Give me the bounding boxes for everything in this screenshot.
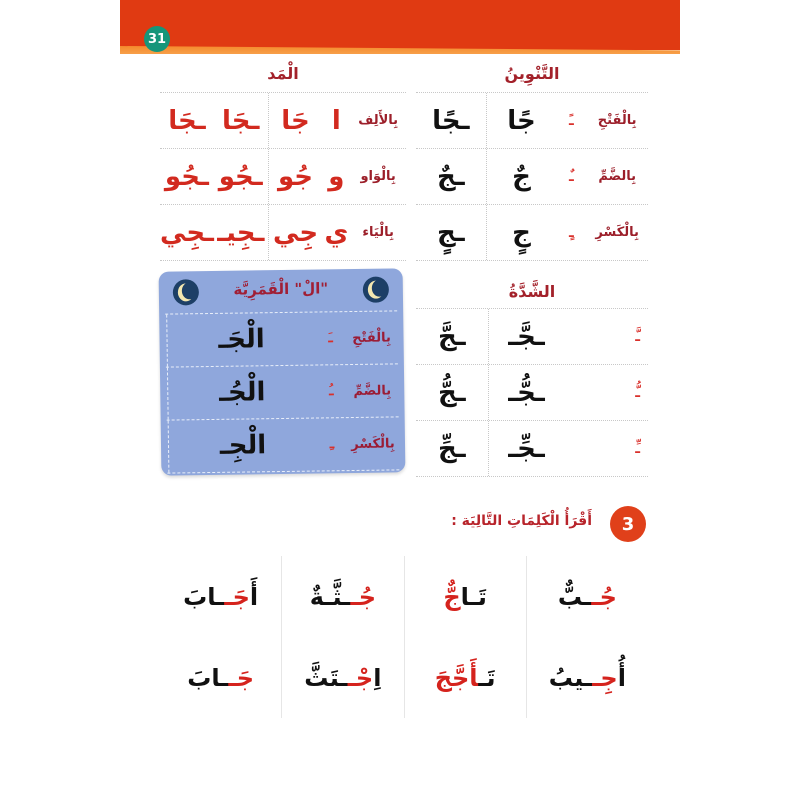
row-label: بِالْكَسْرِ bbox=[595, 225, 639, 240]
letter-form bbox=[416, 93, 486, 148]
word bbox=[304, 664, 381, 692]
madd-row bbox=[160, 204, 406, 261]
letter-form: ـجِّـ bbox=[488, 421, 565, 476]
madd-table bbox=[160, 92, 406, 261]
tanween-title: التَّنْوِينُ bbox=[504, 64, 560, 83]
word-prefix: تَـا bbox=[460, 582, 487, 611]
letter-form: ـجٌ bbox=[437, 161, 465, 192]
words-column bbox=[160, 556, 281, 718]
word-prefix: اِ bbox=[373, 663, 382, 692]
example-word: الْجَـ bbox=[166, 313, 316, 367]
letter-form bbox=[486, 93, 557, 148]
word-highlight: جٌّ bbox=[443, 582, 461, 611]
row-label: بِالضَّمِّ bbox=[598, 169, 636, 184]
row-label: بِالأَلِف bbox=[358, 113, 399, 128]
word bbox=[558, 583, 617, 611]
example-word: الْجِـ bbox=[168, 419, 318, 473]
qamariya-card bbox=[159, 268, 406, 475]
word-highlight: جِـ bbox=[592, 663, 618, 692]
letter-form: جِي bbox=[268, 205, 323, 260]
words-column bbox=[526, 556, 648, 718]
word bbox=[435, 664, 496, 692]
page-number-badge: 31 bbox=[144, 26, 170, 52]
tanween-row bbox=[416, 92, 648, 148]
letter-form: ـجَّ bbox=[438, 321, 466, 352]
exercise-number-badge: 3 bbox=[610, 506, 646, 542]
word-rest: ـيبُ bbox=[548, 663, 593, 692]
row-label: بِالْيَاء bbox=[362, 225, 394, 240]
shadda-mark: ـِّ bbox=[635, 440, 640, 457]
word-rest: ـابَ bbox=[183, 582, 225, 611]
word-highlight: جَـ bbox=[224, 582, 250, 611]
word-highlight: جْـ bbox=[347, 663, 374, 692]
words-column bbox=[404, 556, 526, 718]
madd-letter: ي bbox=[324, 217, 349, 248]
haraka-mark: ـَ bbox=[328, 330, 334, 347]
letter-form: جُو bbox=[268, 149, 323, 204]
tanween-mark: ـٌ bbox=[568, 168, 574, 185]
word-prefix: أُ bbox=[617, 663, 626, 692]
qamariya-row bbox=[165, 310, 398, 366]
letter-form: ـجُو bbox=[164, 161, 209, 192]
example-word: الْجُـ bbox=[167, 366, 317, 420]
tanween-row bbox=[416, 148, 648, 204]
haraka-mark: ـِ bbox=[329, 436, 335, 453]
word-rest: ـثَّـةٌ bbox=[309, 582, 351, 611]
letter-form: ـجُّـ bbox=[488, 365, 565, 420]
tanween-mark: ـٍ bbox=[568, 224, 574, 241]
word-prefix: تَـ bbox=[478, 663, 496, 692]
shadda-title: الشَّدَّةُ bbox=[508, 282, 556, 301]
exercise-title: أَقْرَأُ الْكَلِمَاتِ التَّالِيَة : bbox=[451, 513, 592, 529]
qamariya-row bbox=[167, 416, 400, 473]
shadda-row bbox=[416, 364, 648, 420]
letter-form: جَا bbox=[268, 93, 323, 148]
letter-form: ـجِي bbox=[160, 217, 214, 248]
madd-row bbox=[160, 92, 406, 148]
row-label: بِالْوَاو bbox=[360, 169, 396, 184]
shadda-mark: ـَّ bbox=[635, 328, 640, 345]
word-highlight: جَـ bbox=[228, 663, 255, 692]
word bbox=[187, 664, 254, 692]
word-highlight: أَجَّجَ bbox=[434, 663, 479, 692]
word bbox=[310, 583, 376, 611]
letter-form: جٍ bbox=[486, 205, 557, 260]
words-grid bbox=[160, 556, 648, 718]
letter-form: ـجِّ bbox=[438, 433, 466, 464]
letter-form: ـجَا bbox=[168, 105, 206, 136]
row-label: بِالْكَسْرِ bbox=[351, 435, 395, 452]
row-label: بِالضَّمِّ bbox=[353, 382, 392, 399]
tanween-table bbox=[416, 92, 648, 261]
shadda-mark: ـُّ bbox=[635, 384, 640, 401]
letter-form: ـجَا bbox=[221, 105, 260, 136]
word-rest: ـتَثَّ bbox=[304, 663, 348, 692]
madd-letter: و bbox=[328, 161, 345, 192]
word bbox=[183, 583, 258, 611]
word bbox=[443, 583, 487, 611]
shadda-table bbox=[416, 308, 648, 477]
word-rest: ـابَ bbox=[187, 663, 229, 692]
word-highlight: جُـ bbox=[591, 582, 617, 611]
word-rest: ـبٌّ bbox=[557, 582, 592, 611]
qamariya-title: "الْ" الْقَمَرِيَّة bbox=[233, 279, 329, 299]
qamariya-row bbox=[166, 363, 399, 419]
row-label: بِالْفَتْحِ bbox=[597, 113, 637, 128]
letter-form: ـجُّ bbox=[438, 377, 466, 408]
words-column bbox=[281, 556, 403, 718]
letter-form-text: ـجًا bbox=[432, 105, 470, 136]
letter-form: ـجٍ bbox=[437, 217, 465, 248]
letter-form-text: جًا bbox=[507, 105, 536, 136]
word-highlight: جُـ bbox=[350, 582, 376, 611]
shadda-row bbox=[416, 420, 648, 477]
word-prefix: أَ bbox=[249, 582, 259, 611]
word bbox=[549, 664, 626, 692]
haraka-mark: ـُ bbox=[328, 383, 334, 400]
qamariya-table bbox=[165, 310, 399, 473]
letter-form: جٌ bbox=[486, 149, 557, 204]
letter-form: ـجُو bbox=[218, 161, 263, 192]
tanween-mark: ـً bbox=[568, 112, 574, 129]
letter-form: ـجِيـ bbox=[217, 217, 265, 248]
madd-title: الْمَد bbox=[267, 64, 299, 83]
madd-row bbox=[160, 148, 406, 204]
row-label: بِالْفَتْحِ bbox=[352, 329, 391, 346]
madd-letter: ا bbox=[331, 105, 341, 136]
page-header-band bbox=[120, 0, 680, 50]
tanween-row bbox=[416, 204, 648, 261]
textbook-page bbox=[120, 0, 680, 800]
shadda-row bbox=[416, 308, 648, 364]
letter-form: ـجَّـ bbox=[488, 309, 565, 364]
